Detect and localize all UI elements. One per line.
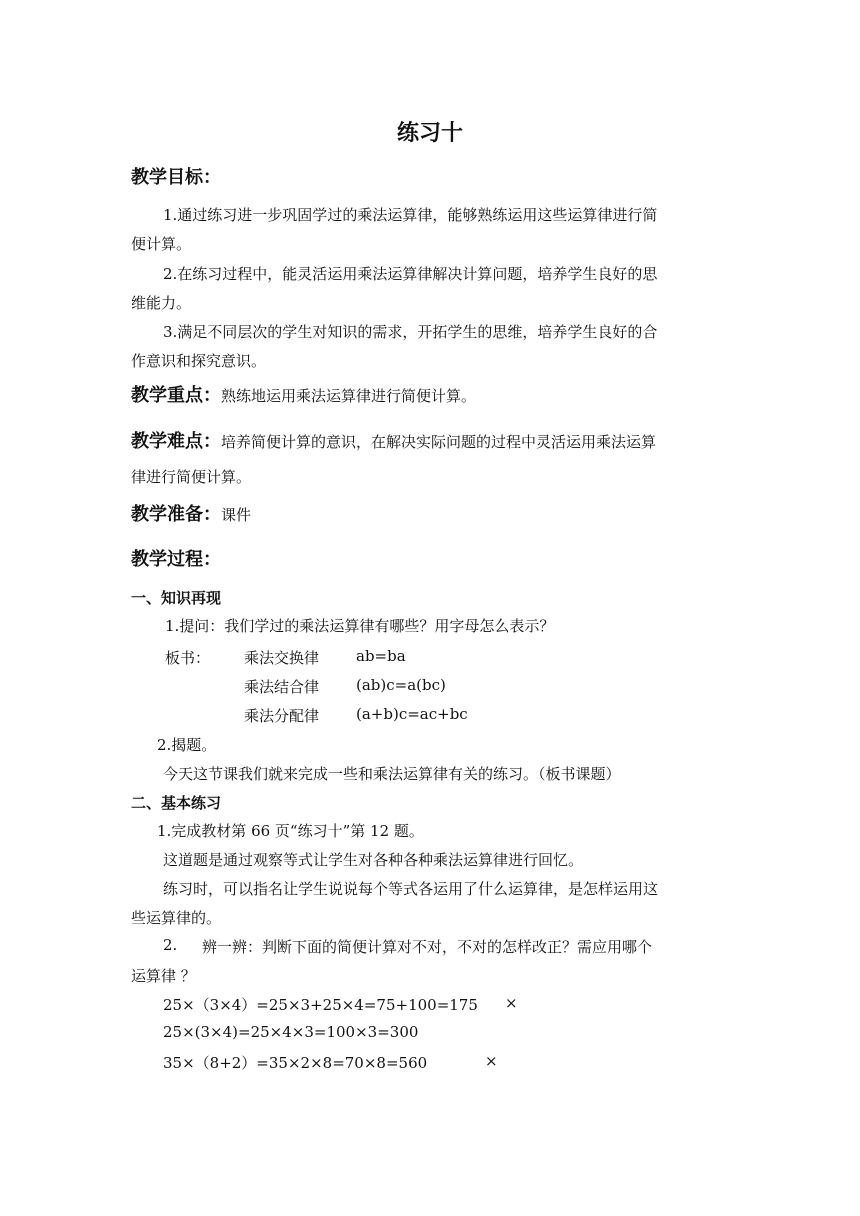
- law-3-formula: (a+b)c=ac+bc: [356, 705, 468, 723]
- page-title: 练习十: [396, 121, 463, 146]
- difficulty: [131, 427, 656, 453]
- calc-1: 25×（3×4）=25×3+25×4=75+100=175: [163, 996, 478, 1014]
- law-3-name: 乘法分配律: [244, 707, 320, 725]
- section2-p2: 这道题是通过观察等式让学生对各种各种乘法运算律进行回忆。: [163, 851, 584, 869]
- law-1-formula: ab=ba: [356, 647, 406, 665]
- goal-3-line1: 3.满足不同层次的学生对知识的需求，开拓学生的思维，培养学生良好的合: [163, 323, 658, 341]
- key-point: [131, 381, 476, 407]
- process-heading: 教学过程：: [131, 549, 221, 570]
- section2-p4-number: 2.: [163, 936, 178, 954]
- key-point-text: 熟练地运用乘法运算律进行简便计算。: [221, 387, 477, 405]
- goal-2-line2: 维能力。: [131, 294, 192, 312]
- section2-heading: 二、基本练习: [131, 794, 222, 812]
- section2-p3-line1: 练习时，可以指名让学生说说每个等式各运用了什么运算律，是怎样运用这: [163, 880, 659, 898]
- difficulty-text-1: 培养简便计算的意识，在解决实际问题的过程中灵活运用乘法运算: [221, 433, 657, 451]
- section2-p4-line1: 辨一辨：判断下面的简便计算对不对，不对的怎样改正？需应用哪个: [202, 938, 653, 956]
- section2-p4-line2: 运算律 ？: [131, 967, 196, 985]
- goals-heading: 教学目标：: [131, 167, 221, 188]
- prep-label: 教学准备：: [131, 504, 221, 525]
- calc-3: 35×（8+2）=35×2×8=70×8=560: [163, 1054, 428, 1072]
- law-2-name: 乘法结合律: [244, 678, 320, 696]
- calc-3-wrong-mark: ×: [485, 1052, 498, 1070]
- section2-p1: 1.完成教材第 66 页“练习十”第 12 题。: [157, 822, 424, 840]
- goal-3-line2: 作意识和探究意识。: [131, 352, 267, 370]
- section1-q2: 2.揭题。: [157, 736, 217, 754]
- section1-q1: 1.提问：我们学过的乘法运算律有哪些？用字母怎么表示？: [165, 617, 555, 635]
- goal-1-line1: 1.通过练习进一步巩固学过的乘法运算律，能够熟练运用这些运算律进行简: [163, 206, 658, 224]
- law-1-name: 乘法交换律: [244, 649, 320, 667]
- key-point-label: 教学重点：: [131, 385, 221, 406]
- law-2-formula: (ab)c=a(bc): [356, 676, 446, 694]
- prep: [131, 500, 251, 526]
- goal-1-line2: 便计算。: [131, 235, 192, 253]
- board-label: 板书：: [165, 649, 211, 667]
- section2-p3-line2: 些运算律的。: [131, 909, 222, 927]
- goal-2-line1: 2.在练习过程中，能灵活运用乘法运算律解决计算问题，培养学生良好的思: [163, 265, 658, 283]
- calc-1-wrong-mark: ×: [505, 994, 518, 1012]
- section1-q2-text: 今天这节课我们就来完成一些和乘法运算律有关的练习。（板书课题）: [163, 765, 621, 783]
- calc-2: 25×(3×4)=25×4×3=100×3=300: [163, 1023, 419, 1041]
- section1-heading: 一、知识再现: [131, 589, 222, 607]
- prep-text: 课件: [221, 506, 252, 524]
- difficulty-text-2: 律进行简便计算。: [131, 468, 252, 486]
- difficulty-label: 教学难点：: [131, 431, 221, 452]
